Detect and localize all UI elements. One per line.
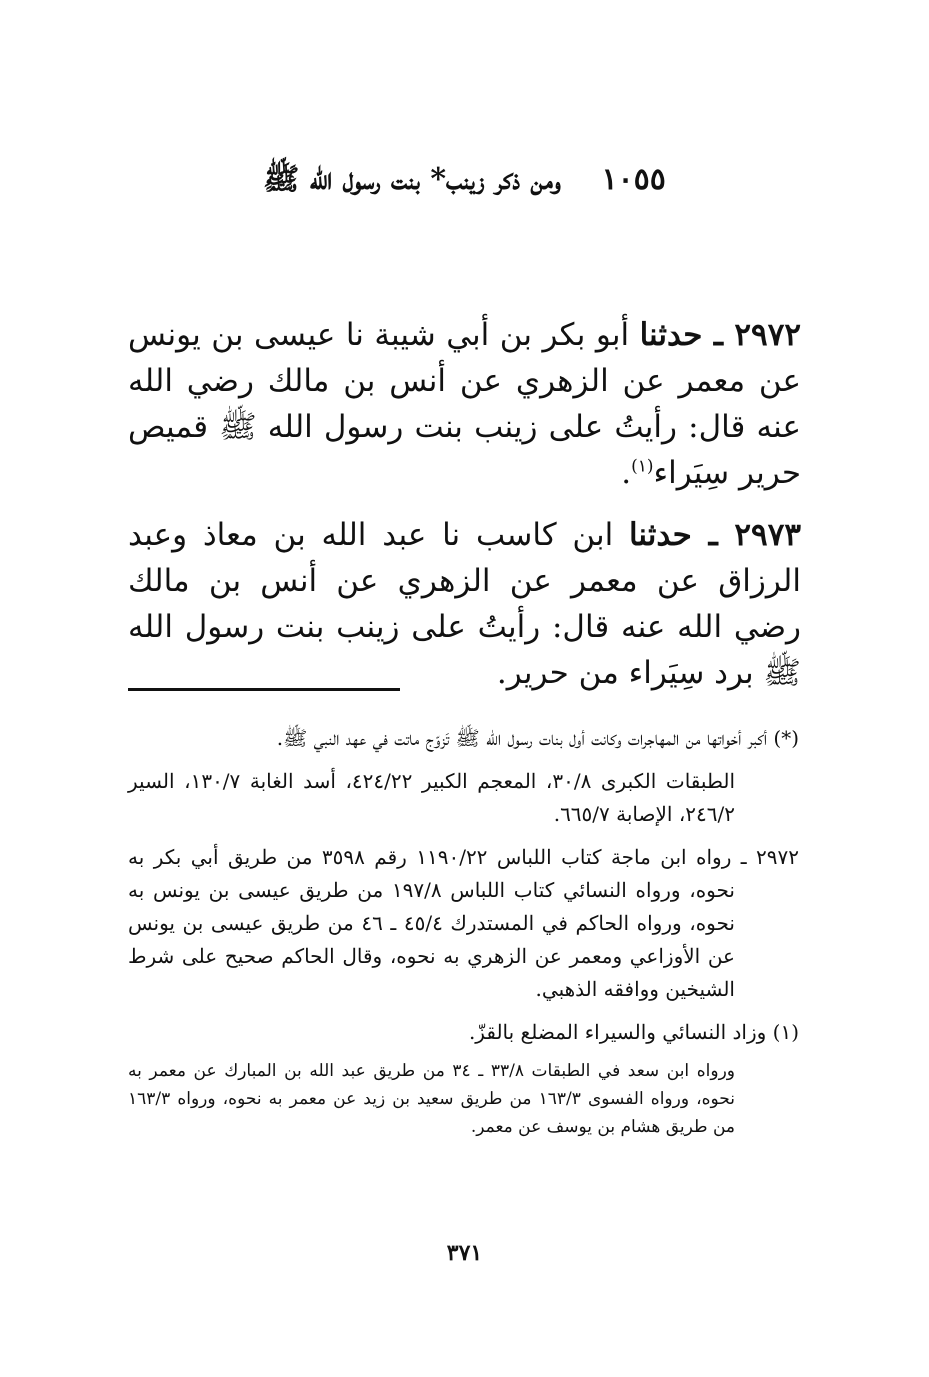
footnote-divider — [128, 688, 400, 691]
hadith-number: ٢٩٧٣ — [734, 517, 801, 553]
hadith-2972 — [128, 312, 801, 496]
hadith-text — [128, 312, 801, 712]
hadith-end: . — [621, 455, 632, 491]
footnote-ref: (١) — [631, 456, 654, 477]
star-sources: الطبقات الكبرى ٣٠/٨، المعجم الكبير ٤٢٤/٢٢، أسد الغابة ١٣٠/٧، السير ٢٤٦/٢، الإصابة ٦٦٥/٧. — [128, 769, 736, 826]
chapter-title: ومن ذكر زينب* بنت رسول الله ﷺ — [263, 162, 561, 197]
hadith-body: أبو بكر بن أبي شيبة نا عيسى بن يونس عن معمر عن الزهري عن أنس بن مالك رضي الله عنه قال: رأيتُ على زينب بنت رسول الله ﷺ قميص حرير سِيَراء — [128, 317, 801, 491]
hadith-number: ٢٩٧٢ — [734, 317, 802, 353]
hadith-2973 — [128, 512, 801, 696]
chapter-number: ١٠٥٥ — [601, 162, 666, 197]
hadith-separator: ـ — [702, 317, 735, 353]
hadith-body: ابن كاسب نا عبد الله بن معاذ وعبد الرزاق عن معمر عن الزهري عن أنس بن مالك رضي الله عنه قال: رأيتُ على زينب بنت رسول الله ﷺ برد سِيَراء من حرير. — [128, 517, 801, 691]
takhrij-2972: ٢٩٧٢ ـ رواه ابن ماجة كتاب اللباس ١١٩٠/٢٢ رقم ٣٥٩٨ من طريق أبي بكر به نحوه، ورواه النسائي كتاب اللباس ١٩٧/٨ من طريق عيسى بن يونس به نحوه، ورواه الحاكم في المستدرك ٤٥/٤ ـ ٤٦ من طريق عيسى بن يونس عن الأوزاعي ومعمر عن الزهري به نحوه، وقال الحاكم صحيح على شرط الشيخين ووافقه الذهبي. — [128, 845, 800, 1001]
hadith-separator: ـ — [691, 517, 735, 553]
hadith-lead: حدثنا — [639, 317, 703, 353]
star-note: (*) أكبر أخواتها من المهاجرات وكانت أول بنات رسول الله ﷺ تَزوّج ماتت في عهد النبي ﷺ. — [276, 726, 799, 750]
footnote-1: (١) وزاد النسائي والسيراء المضلع بالقزّ. — [468, 1020, 799, 1044]
page-number: ٣٧١ — [446, 1240, 483, 1266]
hadith-lead: حدثنا — [628, 517, 692, 553]
footnotes — [128, 722, 799, 1151]
chapter-heading — [100, 160, 829, 199]
takhrij-2973: ورواه ابن سعد في الطبقات ٣٣/٨ ـ ٣٤ من طريق عبد الله بن المبارك عن معمر به نحوه، ورواه الفسوى ١٦٣/٣ من طريق سعيد بن زيد عن معمر به نحوه، ورواه ١٦٣/٣ من طريق هشام بن يوسف عن معمر. — [128, 1061, 736, 1137]
